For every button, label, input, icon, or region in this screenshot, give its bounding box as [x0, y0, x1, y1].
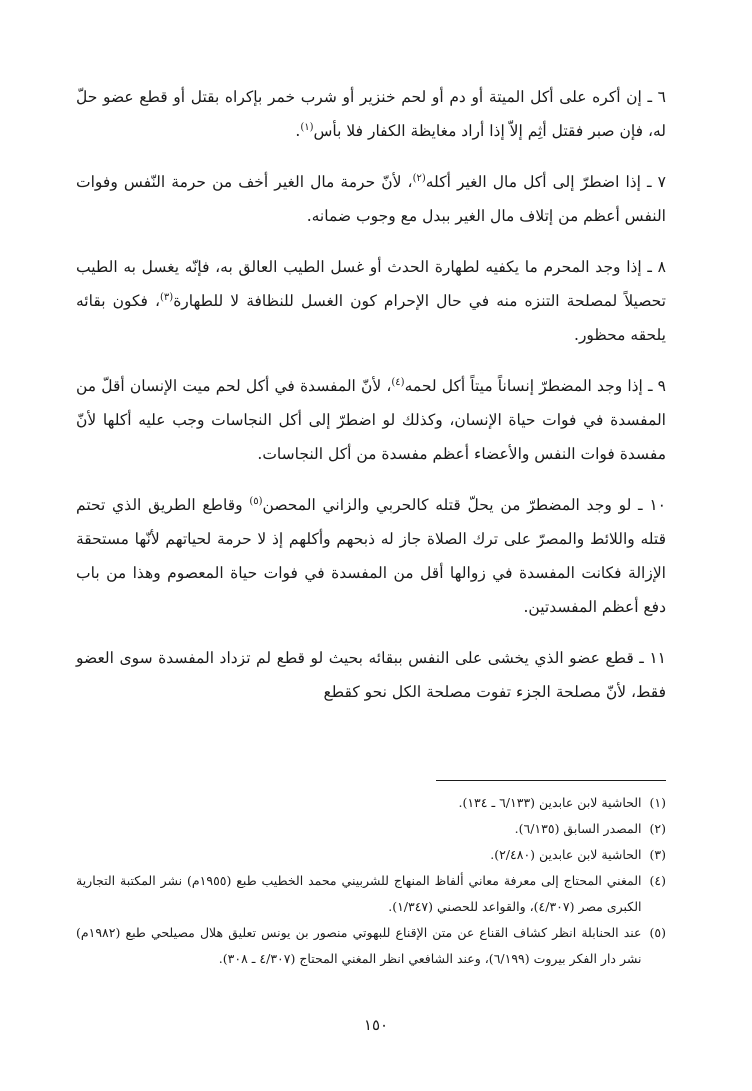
paragraph-text: ٧ ـ إذا اضطرّ إلى أكل مال الغير أكله: [425, 173, 666, 191]
paragraph-text: ، فكون بقائه يلحقه محظور.: [76, 292, 666, 344]
footnote-text: المغني المحتاج إلى معرفة معاني ألفاظ المنهاج للشربيني محمد الخطيب طبع (١٩٥٥م) نشر المكتبة التجارية الكبرى مصر (٤/٣٠٧)، والقواعد للحصني (١/٣٤٧).: [76, 873, 642, 914]
footnote-text: الحاشية لابن عابدين (٢/٤٨٠).: [490, 847, 642, 862]
footnote-text: الحاشية لابن عابدين (٦/١٣٣ ـ ١٣٤).: [458, 795, 642, 810]
paragraph-11: [76, 641, 666, 709]
paragraph-text: ٩ ـ إذا وجد المضطرّ إنساناً ميتاً أكل لحمه: [404, 377, 666, 395]
footnote-number: (٣): [649, 847, 666, 862]
footnote-ref-5: (٥): [249, 495, 263, 507]
footnote-5: [76, 920, 666, 972]
footnote-number: (٢): [649, 821, 666, 836]
paragraph-8: [76, 250, 666, 352]
main-text: [76, 80, 666, 709]
paragraph-9: [76, 369, 666, 471]
footnote-ref-2: (٢): [412, 172, 426, 184]
footnote-text: المصدر السابق (٦/١٣٥).: [514, 821, 642, 836]
paragraph-7: [76, 165, 666, 233]
paragraph-text: ، لأنّ المفسدة في أكل لحم ميت الإنسان أقلّ من المفسدة في فوات حياة الإنسان، وكذلك لو اضطرّ إلى أكل النجاسات وجب عليه أكلها لأنّ مفسدة فوات النفس والأعضاء أعظم مفسدة من أكل النجاسات.: [76, 377, 666, 463]
footnote-ref-1: (١): [300, 121, 314, 133]
paragraph-text: .: [295, 122, 301, 140]
footnote-number: (٤): [649, 873, 666, 888]
footnotes-section: [76, 790, 666, 972]
footnote-3: [76, 842, 666, 868]
paragraph-text: ، لأنّ حرمة مال الغير أخف من حرمة النّفس وفوات النفس أعظم من إتلاف مال الغير ببدل مع وجوب ضمانه.: [76, 173, 666, 225]
page-number: ١٥٠: [363, 1016, 389, 1034]
paragraph-10: [76, 488, 666, 624]
footnote-number: (٥): [649, 925, 666, 940]
footnote-4: [76, 868, 666, 920]
footnote-2: [76, 816, 666, 842]
paragraph-text: وقاطع الطريق الذي تحتم قتله واللائط والمصرّ على ترك الصلاة جاز له ذبحهم وأكلهم إذ لا حرمة لحياتهم لأنّها مستحقة الإزالة فكانت المفسدة في زوالها أقل من المفسدة في فوات حياة المعصوم وهذا من باب دفع أعظم المفسدتين.: [76, 496, 666, 616]
paragraph-6: [76, 80, 666, 148]
footnote-text: عند الحنابلة انظر كشاف القناع عن متن الإقناع للبهوتي منصور بن يونس تعليق هلال مصيلحي طبع (١٩٨٢م) نشر دار الفكر بيروت (٦/١٩٩)، وعند الشافعي انظر المغني المحتاج (٤/٣٠٧ ـ ٣٠٨).: [76, 925, 642, 966]
footnote-number: (١): [649, 795, 666, 810]
footnote-1: [76, 790, 666, 816]
paragraph-text: ١١ ـ قطع عضو الذي يخشى على النفس ببقائه بحيث لو قطع لم تزداد المفسدة سوى العضو فقط، لأنّ مصلحة الجزء تفوت مصلحة الكل نحو كقطع: [76, 649, 666, 701]
paragraph-text: ٨ ـ إذا وجد المحرم ما يكفيه لطهارة الحدث أو غسل الطيب العالق به، فإنّه يغسل به الطيب تحصيلاً لمصلحة التنزه منه في حال الإحرام كون الغسل للنظافة لا للطهارة: [76, 258, 666, 310]
paragraph-text: ٦ ـ إن أكره على أكل الميتة أو دم أو لحم خنزير أو شرب خمر بإكراه بقتل أو قطع عضو حلّ له، فإن صبر فقتل أثِم إلاّ إذا أراد مغايظة الكفار فلا بأس: [76, 88, 666, 140]
footnote-ref-4: (٤): [391, 376, 405, 388]
footnote-divider: [436, 780, 666, 781]
paragraph-text: ١٠ ـ لو وجد المضطرّ من يحلّ قتله كالحربي والزاني المحصن: [262, 496, 666, 514]
footnote-ref-3: (٣): [160, 291, 174, 303]
